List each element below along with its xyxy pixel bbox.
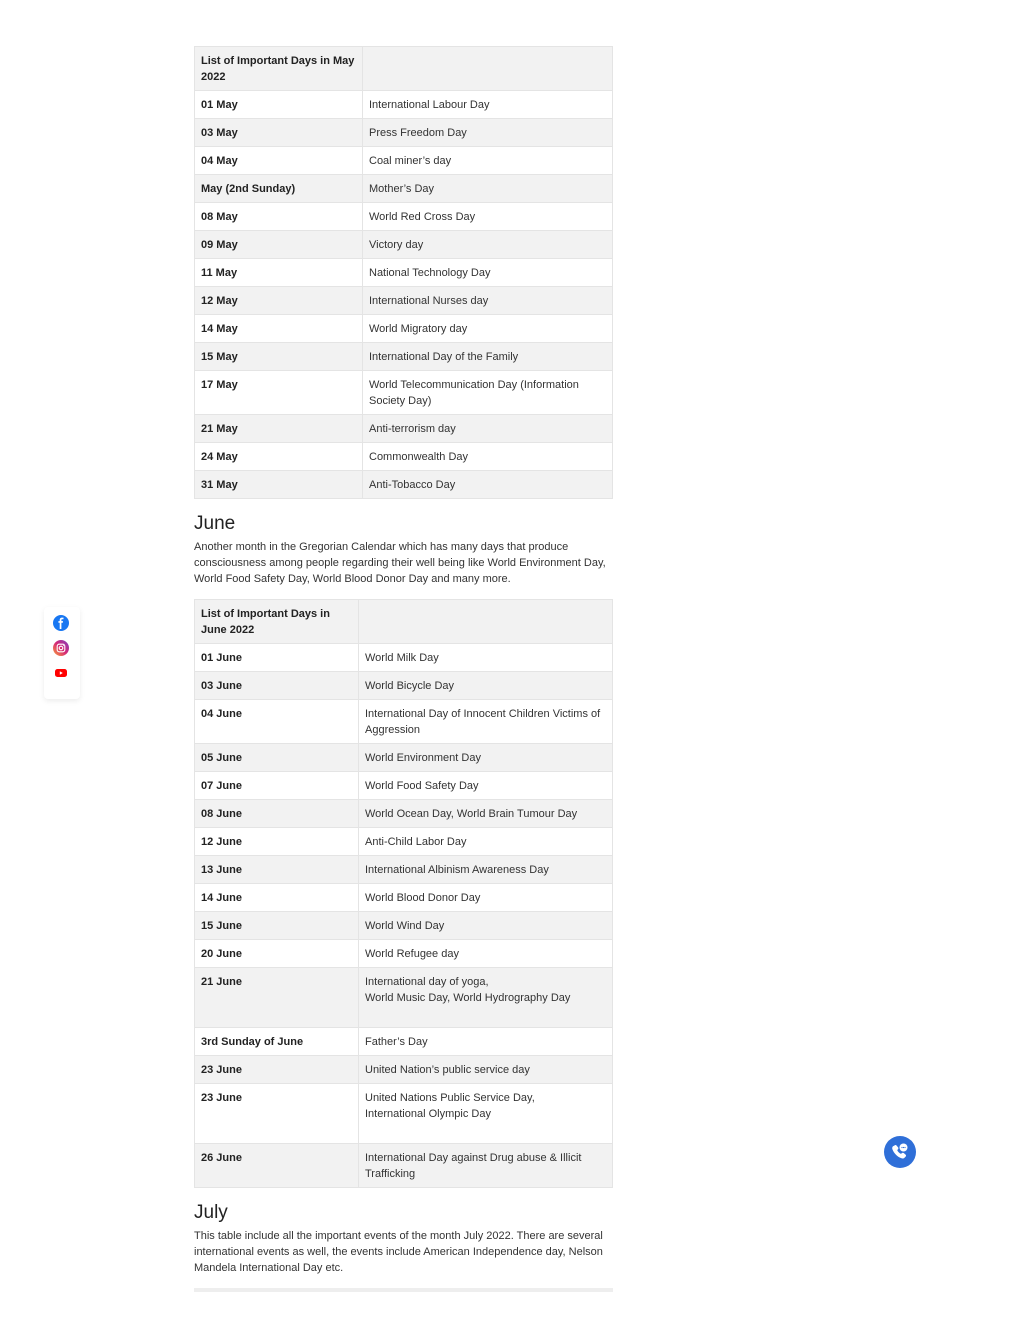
date-cell: 08 June <box>195 800 359 828</box>
table-row <box>195 1084 613 1144</box>
event-cell: Press Freedom Day <box>363 119 613 147</box>
event-cell: World Blood Donor Day <box>359 884 613 912</box>
event-cell: United Nations Public Service Day, International Olympic Day <box>359 1084 613 1144</box>
event-cell: World Migratory day <box>363 315 613 343</box>
event-cell: National Technology Day <box>363 259 613 287</box>
date-cell: May (2nd Sunday) <box>195 175 363 203</box>
date-cell: 17 May <box>195 371 363 415</box>
social-share-bar <box>44 607 80 699</box>
table-row <box>195 800 613 828</box>
date-cell: 11 May <box>195 259 363 287</box>
date-cell: 15 June <box>195 912 359 940</box>
event-cell: Anti-terrorism day <box>363 415 613 443</box>
date-cell: 26 June <box>195 1144 359 1188</box>
event-cell: World Telecommunication Day (Information Society Day) <box>363 371 613 415</box>
date-cell: 31 May <box>195 471 363 499</box>
article-content <box>194 46 613 1292</box>
event-cell: International Labour Day <box>363 91 613 119</box>
date-cell: 09 May <box>195 231 363 259</box>
july-intro: This table include all the important events of the month July 2022. There are several international events as well, the events include American Independence day, Nelson Mandela International Day etc. <box>194 1230 603 1274</box>
table-row <box>195 315 613 343</box>
table-row <box>195 1144 613 1188</box>
table-row <box>195 91 613 119</box>
event-cell: World Refugee day <box>359 940 613 968</box>
table-row <box>195 912 613 940</box>
phone-chat-icon <box>884 1136 916 1168</box>
table-row <box>195 940 613 968</box>
table-header-row <box>195 47 613 91</box>
june-heading: June <box>194 513 236 534</box>
table-row <box>195 1056 613 1084</box>
call-chat-button[interactable] <box>884 1136 916 1168</box>
table-row <box>195 828 613 856</box>
instagram-icon[interactable] <box>53 640 69 656</box>
table-row <box>195 1028 613 1056</box>
table-row <box>195 415 613 443</box>
table-row <box>195 443 613 471</box>
date-cell: 03 May <box>195 119 363 147</box>
date-cell: 04 June <box>195 700 359 744</box>
date-cell: 01 June <box>195 644 359 672</box>
date-cell: 04 May <box>195 147 363 175</box>
event-cell: Mother’s Day <box>363 175 613 203</box>
table-header-cell: List of Important Days in May 2022 <box>195 47 363 91</box>
table-row <box>195 259 613 287</box>
table-header-row <box>195 600 613 644</box>
date-cell: 23 June <box>195 1084 359 1144</box>
june-days-table <box>194 599 613 1188</box>
youtube-icon[interactable] <box>53 665 69 681</box>
date-cell: 24 May <box>195 443 363 471</box>
june-intro: Another month in the Gregorian Calendar which has many days that produce consciousness among people regarding their well being like World Environment Day, World Food Safety Day, World Blood Donor Day and many more. <box>194 541 606 585</box>
table-row <box>195 884 613 912</box>
table-row <box>195 371 613 415</box>
event-cell: World Red Cross Day <box>363 203 613 231</box>
date-cell: 14 June <box>195 884 359 912</box>
table-row <box>195 744 613 772</box>
date-cell: 12 May <box>195 287 363 315</box>
facebook-icon[interactable] <box>53 615 69 631</box>
table-row <box>195 471 613 499</box>
table-row <box>195 231 613 259</box>
date-cell: 21 May <box>195 415 363 443</box>
event-cell: World Food Safety Day <box>359 772 613 800</box>
event-cell: Victory day <box>363 231 613 259</box>
table-row <box>195 147 613 175</box>
event-cell: International Day of Innocent Children Victims of Aggression <box>359 700 613 744</box>
event-cell: United Nation’s public service day <box>359 1056 613 1084</box>
table-row <box>195 644 613 672</box>
event-cell: International day of yoga, World Music Day, World Hydrography Day <box>359 968 613 1028</box>
table-header-cell: List of Important Days in June 2022 <box>195 600 359 644</box>
table-row <box>195 672 613 700</box>
table-row <box>195 856 613 884</box>
table-row <box>195 968 613 1028</box>
table-row <box>195 343 613 371</box>
july-heading: July <box>194 1202 228 1223</box>
may-days-table <box>194 46 613 499</box>
date-cell: 23 June <box>195 1056 359 1084</box>
event-cell: International Day of the Family <box>363 343 613 371</box>
table-row <box>195 119 613 147</box>
table-header-cell <box>359 600 613 644</box>
table-row <box>195 287 613 315</box>
date-cell: 14 May <box>195 315 363 343</box>
table-row <box>195 175 613 203</box>
date-cell: 12 June <box>195 828 359 856</box>
event-cell: Father’s Day <box>359 1028 613 1056</box>
table-row <box>195 772 613 800</box>
event-cell: Anti-Tobacco Day <box>363 471 613 499</box>
date-cell: 3rd Sunday of June <box>195 1028 359 1056</box>
date-cell: 15 May <box>195 343 363 371</box>
event-cell: World Milk Day <box>359 644 613 672</box>
date-cell: 20 June <box>195 940 359 968</box>
event-cell: World Wind Day <box>359 912 613 940</box>
event-cell: Coal miner’s day <box>363 147 613 175</box>
event-cell: World Environment Day <box>359 744 613 772</box>
date-cell: 05 June <box>195 744 359 772</box>
date-cell: 01 May <box>195 91 363 119</box>
table-row <box>195 203 613 231</box>
event-cell: International Day against Drug abuse & Illicit Trafficking <box>359 1144 613 1188</box>
event-cell: World Ocean Day, World Brain Tumour Day <box>359 800 613 828</box>
event-cell: World Bicycle Day <box>359 672 613 700</box>
date-cell: 13 June <box>195 856 359 884</box>
date-cell: 08 May <box>195 203 363 231</box>
date-cell: 03 June <box>195 672 359 700</box>
date-cell: 07 June <box>195 772 359 800</box>
event-cell: International Albinism Awareness Day <box>359 856 613 884</box>
event-cell: Commonwealth Day <box>363 443 613 471</box>
date-cell: 21 June <box>195 968 359 1028</box>
table-header-cell <box>363 47 613 91</box>
july-table-top-edge <box>194 1288 613 1292</box>
event-cell: International Nurses day <box>363 287 613 315</box>
table-row <box>195 700 613 744</box>
event-cell: Anti-Child Labor Day <box>359 828 613 856</box>
